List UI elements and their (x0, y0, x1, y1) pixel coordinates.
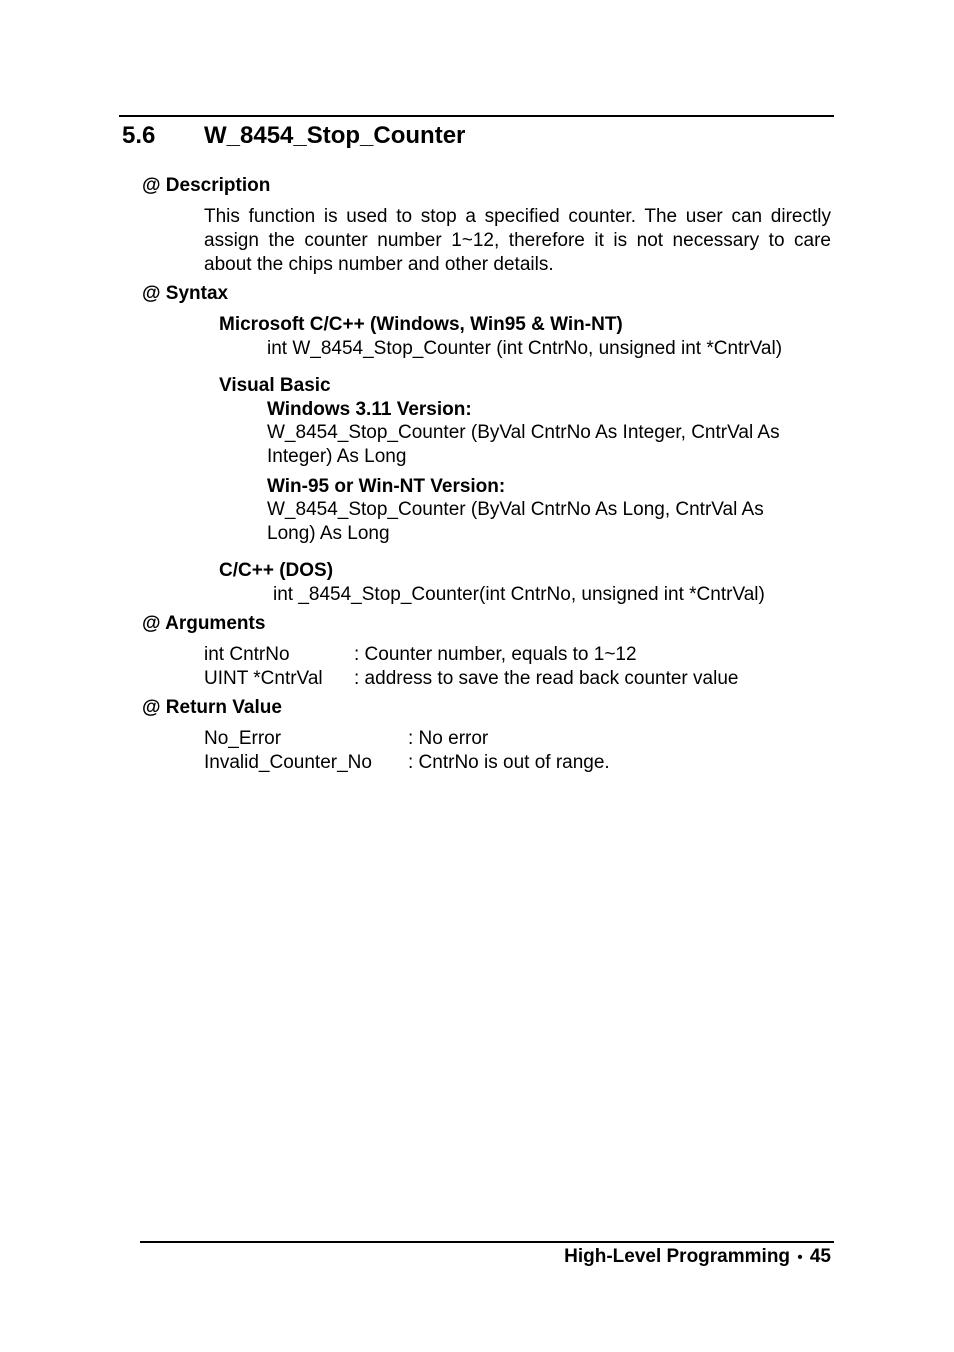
page-number: 45 (809, 1246, 831, 1267)
return-value-desc: : CntrNo is out of range. (408, 752, 610, 773)
syntax-dos-code: int _8454_Stop_Counter(int CntrNo, unsigned int *CntrVal) (273, 584, 765, 605)
argument-desc: : Counter number, equals to 1~12 (354, 644, 637, 665)
syntax-vb-label: Visual Basic (219, 375, 331, 396)
return-value-name: Invalid_Counter_No (204, 752, 372, 773)
syntax-vb-win311-line1: W_8454_Stop_Counter (ByVal CntrNo As Integer, CntrVal As (267, 422, 780, 443)
syntax-vb-win95-label: Win-95 or Win-NT Version: (267, 476, 506, 497)
section-title: W_8454_Stop_Counter (204, 122, 466, 149)
return-value-desc: : No error (408, 728, 489, 749)
top-rule (119, 115, 834, 117)
section-number: 5.6 (122, 122, 156, 149)
argument-name: UINT *CntrVal (204, 668, 323, 689)
syntax-msc-label: Microsoft C/C++ (Windows, Win95 & Win-NT) (219, 314, 623, 335)
argument-desc: : address to save the read back counter value (354, 668, 739, 689)
description-text: This function is used to stop a specified counter. The user can directly assign the counter number 1~12, therefore it is not necessary to care about the chips number and other details. (204, 206, 831, 275)
return-value-heading: @ Return Value (142, 697, 282, 718)
description-heading: @ Description (142, 175, 271, 196)
syntax-vb-win95-line1: W_8454_Stop_Counter (ByVal CntrNo As Long, CntrVal As (267, 499, 764, 520)
syntax-vb-win95-line2: Long) As Long (267, 523, 390, 544)
syntax-msc-code: int W_8454_Stop_Counter (int CntrNo, unsigned int *CntrVal) (267, 338, 783, 359)
footer-bullet: • (797, 1249, 803, 1266)
syntax-dos-label: C/C++ (DOS) (219, 560, 334, 581)
return-value-name: No_Error (204, 728, 282, 749)
page-footer (564, 1246, 831, 1268)
bottom-rule (140, 1241, 834, 1243)
syntax-heading: @ Syntax (142, 283, 229, 304)
footer-title: High-Level Programming (564, 1246, 791, 1267)
arguments-heading: @ Arguments (142, 613, 266, 634)
syntax-vb-win311-label: Windows 3.11 Version: (267, 399, 472, 420)
syntax-vb-win311-line2: Integer) As Long (267, 446, 407, 467)
argument-name: int CntrNo (204, 644, 290, 665)
